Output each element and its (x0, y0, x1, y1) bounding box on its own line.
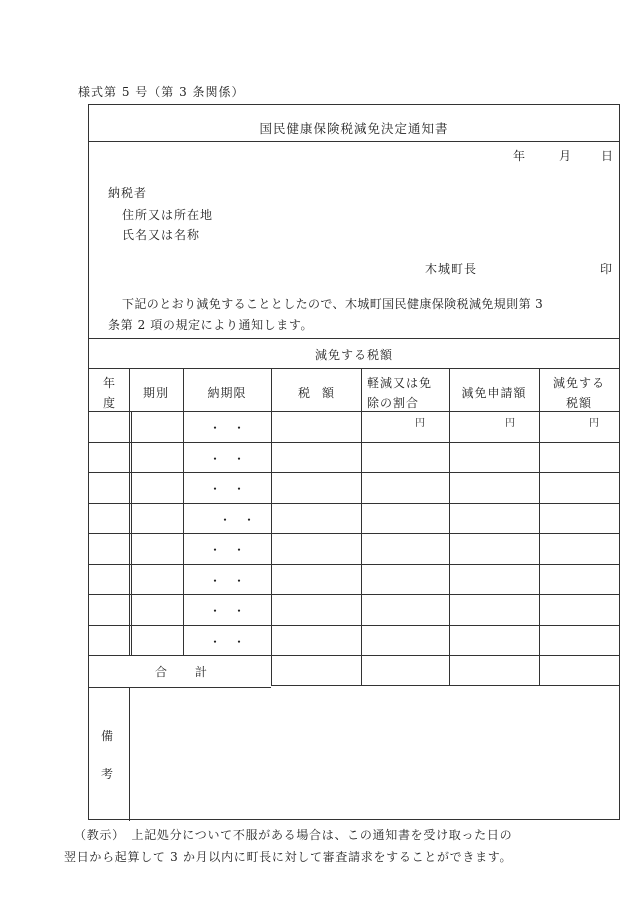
header-reduced-tax-1: 減免する (552, 376, 605, 390)
tax-amount-unit: 円 (415, 418, 425, 429)
due-date-placeholder: ・ ・ (208, 482, 245, 496)
date-year-label: 年 (513, 149, 526, 163)
instruction-line-1: （教示） 上記処分について不服がある場合は、この通知書を受け取った日の (74, 828, 513, 842)
applied-amount-unit: 円 (505, 418, 515, 429)
remarks-label-2: 考 (101, 767, 114, 781)
notice-form-frame (88, 104, 620, 820)
instruction-line-2: 翌日から起算して 3 か月以内に町長に対して審査請求をすることができます。 (64, 850, 513, 864)
header-applied-amount: 減免申請額 (461, 386, 527, 400)
due-date-placeholder: ・ ・ (218, 512, 255, 527)
header-year-1: 年 (102, 376, 115, 390)
due-date-placeholder: ・ ・ (208, 634, 245, 649)
header-due-date: 納期限 (207, 386, 247, 400)
issuer-name: 木城町長 (425, 262, 478, 276)
due-date-placeholder: ・ ・ (208, 543, 245, 557)
document-title: 国民健康保険税減免決定通知書 (259, 121, 449, 136)
date-day-label: 日 (601, 149, 614, 163)
due-date-placeholder: ・ ・ (208, 573, 245, 588)
header-reduction-rate-1: 軽減又は免 (367, 376, 433, 390)
notice-body-line-2: 条第 2 項の規定により通知します。 (108, 318, 314, 332)
date-month-label: 月 (559, 149, 572, 163)
header-reduction-rate-2: 除の割合 (367, 396, 420, 410)
header-period: 期別 (142, 386, 169, 400)
taxpayer-name-label: 氏名又は名称 (122, 228, 201, 242)
notice-body-line-1: 下記のとおり減免することとしたので、木城町国民健康保険税減免規則第 3 (122, 297, 544, 311)
header-tax-amount: 税 額 (297, 386, 334, 400)
due-date-placeholder: ・ ・ (208, 451, 245, 466)
taxpayer-label: 納税者 (108, 186, 148, 200)
due-date-placeholder: ・ ・ (208, 421, 245, 435)
remarks-label-1: 備 (101, 729, 114, 743)
total-label-1: 合 (155, 665, 168, 679)
table-section-title: 減免する税額 (314, 348, 393, 362)
taxpayer-address-label: 住所又は所在地 (122, 208, 214, 222)
seal-mark: 印 (600, 262, 613, 276)
due-date-placeholder: ・ ・ (208, 604, 245, 618)
header-reduced-tax-2: 税額 (565, 396, 592, 410)
form-number-label: 様式第 5 号（第 3 条関係） (78, 85, 245, 99)
header-year-2: 度 (102, 396, 115, 410)
reduced-tax-unit: 円 (589, 418, 599, 429)
total-label-2: 計 (195, 665, 208, 679)
remarks-area (131, 691, 615, 817)
